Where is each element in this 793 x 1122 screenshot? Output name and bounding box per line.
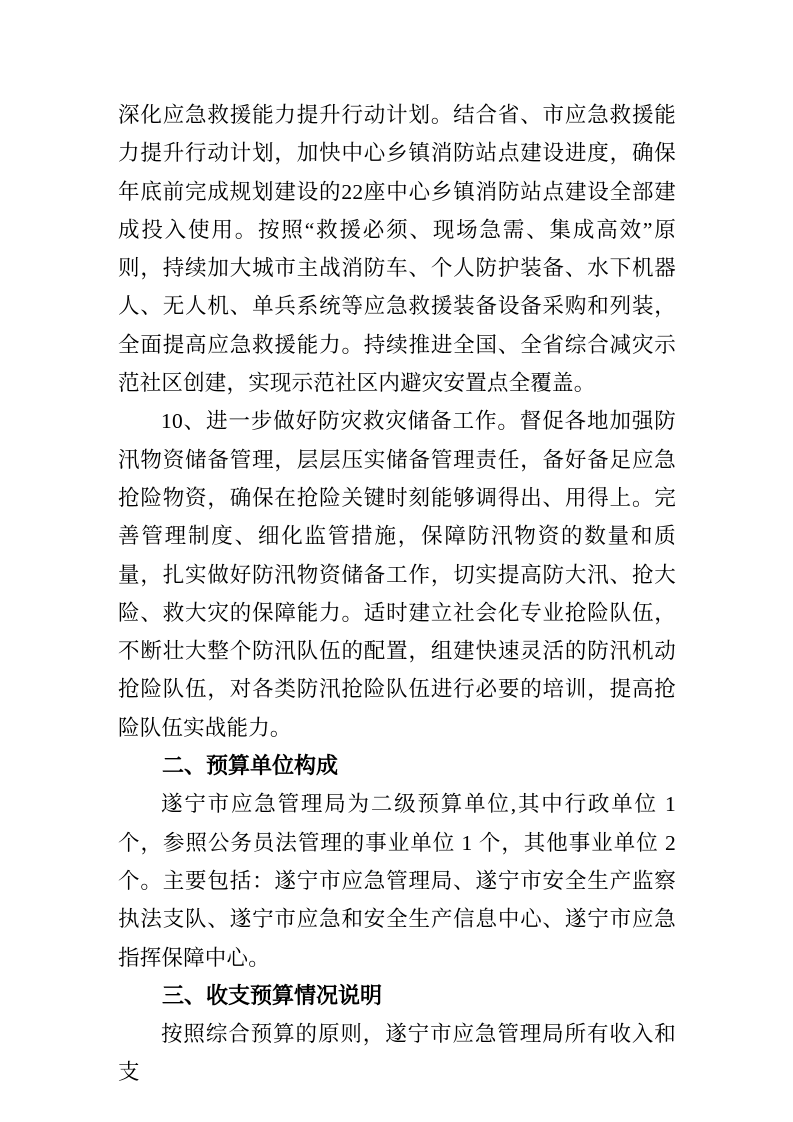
paragraph-rescue-capability-plan: 深化应急救援能力提升行动计划。结合省、市应急救援能力提升行动计划，加快中心乡镇消防站点建设进度，确保年底前完成规划建设的22座中心乡镇消防站点建设全部建成投入使用。按照“救援必须、现场急需、集成高效”原则，持续加大城市主战消防车、个人防护装备、水下机器人、无人机、单兵系统等应急救援装备设备采购和列装，全面提高应急救援能力。持续推进全国、全省综合减灾示范社区创建，实现示范社区内避灾安置点全覆盖。 <box>118 103 676 396</box>
document-text-block <box>118 96 676 1092</box>
section-heading-revenue-expenditure-explanation: 三、收支预算情况说明 <box>162 982 383 1008</box>
section-heading-budget-unit-composition: 二、预算单位构成 <box>162 753 339 779</box>
paragraph-item-10-disaster-reserves: 10、进一步做好防灾救灾储备工作。督促各地加强防汛物资储备管理，层层压实储备管理责任，备好备足应急抢险物资，确保在抢险关键时刻能够调得出、用得上。完善管理制度、细化监管措施，保障防汛物资的数量和质量，扎实做好防汛物资储备工作，切实提高防大汛、抢大险、救大灾的保障能力。适时建立社会化专业抢险队伍，不断壮大整个防汛队伍的配置，组建快速灵活的防汛机动抢险队伍，对各类防汛抢险队伍进行必要的培训，提高抢险队伍实战能力。 <box>118 409 676 740</box>
paragraph-comprehensive-budget-principle: 按照综合预算的原则，遂宁市应急管理局所有收入和支 <box>118 1022 676 1085</box>
paragraph-budget-units: 遂宁市应急管理局为二级预算单位,其中行政单位 1 个，参照公务员法管理的事业单位 1 个，其他事业单位 2 个。主要包括：遂宁市应急管理局、遂宁市安全生产监察执法支队、遂宁市应急和安全生产信息中心、遂宁市应急指挥保障中心。 <box>118 792 676 970</box>
